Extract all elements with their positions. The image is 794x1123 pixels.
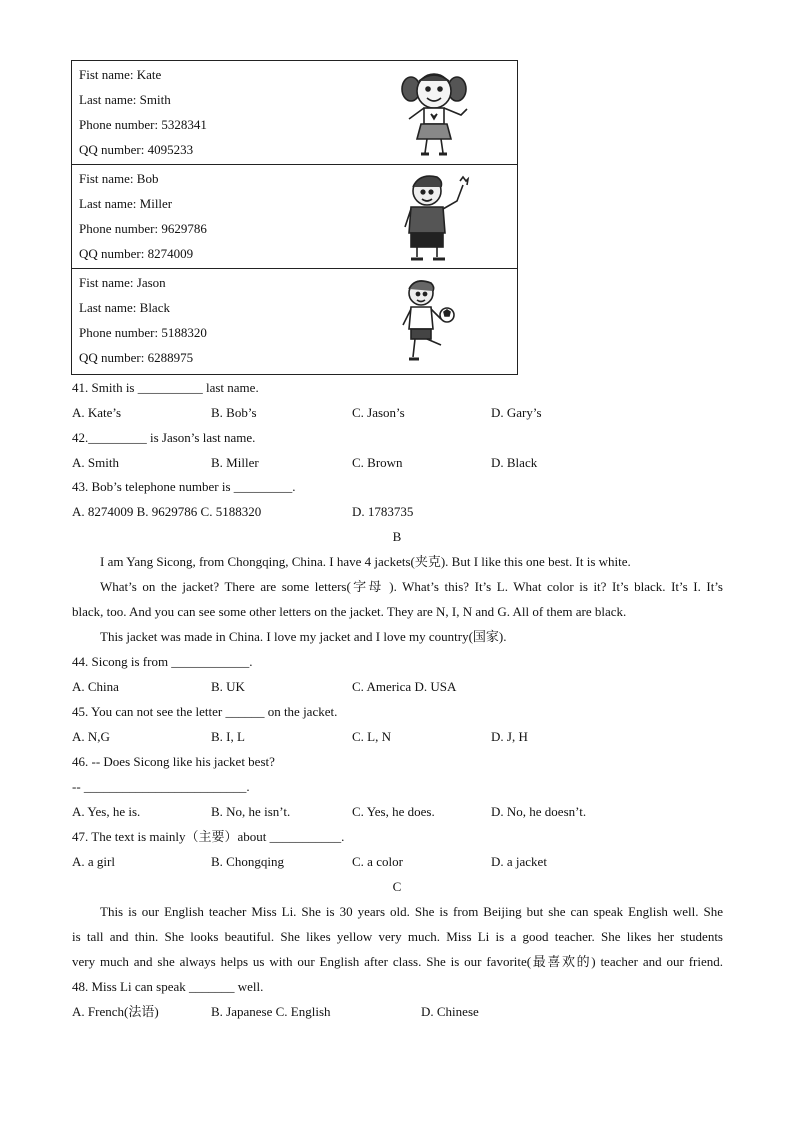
option-a: A. Smith — [72, 455, 119, 470]
girl-portrait-icon — [397, 67, 477, 159]
section-c-heading: C — [392, 879, 402, 894]
option-b: B. No, he isn’t. — [211, 804, 291, 819]
option-c: C. Yes, he does. — [352, 804, 435, 819]
section-b-heading: B — [392, 529, 402, 544]
option-d: D. Chinese — [421, 1004, 479, 1019]
question-44: 44. Sicong is from ____________. — [72, 654, 253, 669]
passage-b-line-4: This jacket was made in China. I love my jacket and I love my country(国家). — [100, 629, 507, 644]
option-c: C. a color — [352, 854, 403, 869]
option-d: D. No, he doesn’t. — [491, 804, 587, 819]
question-42: 42._________ is Jason’s last name. — [72, 430, 256, 445]
option-b: B. UK — [211, 679, 245, 694]
option-d: D. Gary’s — [491, 405, 542, 420]
passage-c-line-2: is tall and thin. She looks beautiful. She likes yellow very much. Miss Li is a good teacher. She likes her students — [72, 929, 723, 944]
option-a: A. Yes, he is. — [72, 804, 141, 819]
option-b: B. Bob’s — [211, 405, 257, 420]
first-name: Fist name: Kate — [79, 67, 162, 82]
last-name: Last name: Smith — [79, 92, 171, 107]
qq-number: QQ number: 8274009 — [79, 246, 194, 261]
info-card-kate — [72, 61, 517, 165]
first-name: Fist name: Bob — [79, 171, 159, 186]
question-47: 47. The text is mainly（主要）about ___________. — [72, 829, 345, 844]
question-48: 48. Miss Li can speak _______ well. — [72, 979, 264, 994]
question-41: 41. Smith is __________ last name. — [72, 380, 259, 395]
options-c-d: C. America D. USA — [352, 679, 457, 694]
options-a-b-c: A. 8274009 B. 9629786 C. 5188320 — [72, 504, 262, 519]
last-name: Last name: Miller — [79, 196, 173, 211]
question-46: 46. -- Does Sicong like his jacket best? — [72, 754, 275, 769]
option-a: A. Kate’s — [72, 405, 122, 420]
info-card-jason — [72, 269, 517, 374]
question-43: 43. Bob’s telephone number is _________. — [72, 479, 296, 494]
option-d: D. a jacket — [491, 854, 547, 869]
student-info-table — [71, 60, 518, 375]
phone-number: Phone number: 5188320 — [79, 325, 207, 340]
option-b: B. Miller — [211, 455, 259, 470]
option-d: D. Black — [491, 455, 538, 470]
option-a: A. French(法语) — [72, 1004, 159, 1019]
options-b-c: B. Japanese C. English — [211, 1004, 331, 1019]
last-name: Last name: Black — [79, 300, 170, 315]
option-b: B. I, L — [211, 729, 245, 744]
passage-b-line-1: I am Yang Sicong, from Chongqing, China. I have 4 jackets(夹克). But I like this one best. It is white. — [100, 554, 631, 569]
option-c: C. Brown — [352, 455, 403, 470]
passage-c-line-1: This is our English teacher Miss Li. She is 30 years old. She is from Beijing but she can speak English well. She — [100, 904, 723, 919]
first-name: Fist name: Jason — [79, 275, 166, 290]
option-d: D. J, H — [491, 729, 528, 744]
qq-number: QQ number: 6288975 — [79, 350, 194, 365]
qq-number: QQ number: 4095233 — [79, 142, 194, 157]
option-a: A. China — [72, 679, 119, 694]
phone-number: Phone number: 5328341 — [79, 117, 207, 132]
boy-waving-portrait-icon — [397, 171, 477, 263]
option-b: B. Chongqing — [211, 854, 284, 869]
option-c: C. Jason’s — [352, 405, 405, 420]
option-a: A. N,G — [72, 729, 110, 744]
question-45: 45. You can not see the letter ______ on the jacket. — [72, 704, 338, 719]
passage-b-line-3: black, too. And you can see some other letters on the jacket. They are N, I, N and G. All of them are black. — [72, 604, 627, 619]
answer-blank: -- _________________________. — [72, 779, 250, 794]
passage-c-line-3: very much and she always helps us with our English after class. She is our favorite(最喜欢的) teacher and our friend. — [72, 954, 723, 969]
passage-b-line-2: What’s on the jacket? There are some letters(字母 ). What’s this? It’s L. What color is it? It’s black. It’s I. It’s — [100, 579, 723, 594]
option-d: D. 1783735 — [352, 504, 414, 519]
boy-football-portrait-icon — [397, 275, 477, 367]
option-a: A. a girl — [72, 854, 115, 869]
info-card-bob — [72, 165, 517, 269]
option-c: C. L, N — [352, 729, 391, 744]
phone-number: Phone number: 9629786 — [79, 221, 207, 236]
